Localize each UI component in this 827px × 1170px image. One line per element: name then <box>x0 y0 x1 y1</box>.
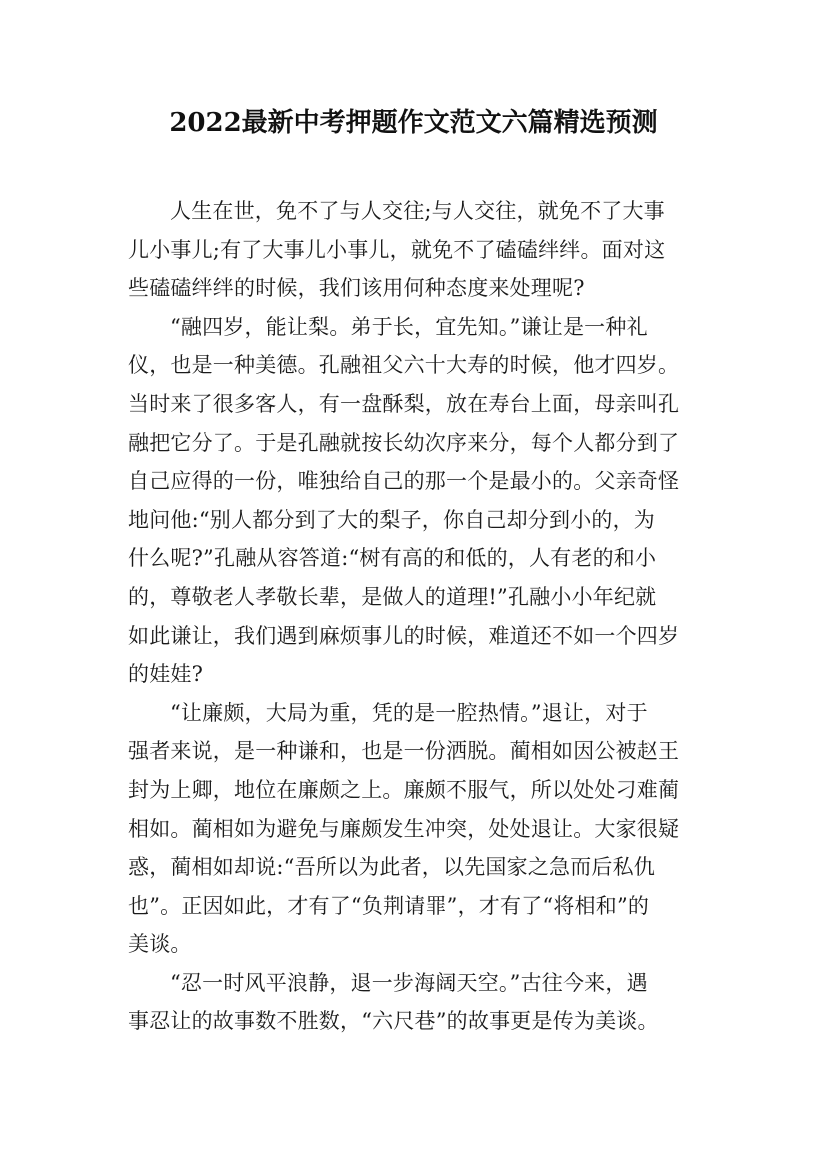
paragraph-line: 强者来说，是一种谦和，也是一份洒脱。蔺相如因公被赵王 <box>128 739 680 764</box>
paragraph-line: 如此谦让，我们遇到麻烦事儿的时候，难道还不如一个四岁 <box>128 623 680 648</box>
paragraph-first-line: 人生在世，免不了与人交往;与人交往，就免不了大事 <box>170 199 665 223</box>
paragraph-line: 封为上卿，地位在廉颇之上。廉颇不服气，所以处处刁难蔺 <box>128 777 680 802</box>
document-title: 2022最新中考押题作文范文六篇精选预测 <box>169 108 658 138</box>
paragraph-line: 当时来了很多客人，有一盘酥梨，放在寿台上面，母亲叫孔 <box>128 391 680 416</box>
paragraph-line: 地问他:“别人都分到了大的梨子，你自己却分到小的，为 <box>128 507 656 532</box>
paragraph-line: 惑，蔺相如却说:“吾所以为此者，以先国家之急而后私仇 <box>128 855 656 880</box>
paragraph-line: 儿小事儿;有了大事儿小事儿，就免不了磕磕绊绊。面对这 <box>128 237 666 262</box>
paragraph-line: 融把它分了。于是孔融就按长幼次序来分，每个人都分到了 <box>128 430 680 455</box>
paragraph-line: 什么呢?”孔融从容答道:“树有高的和低的，人有老的和小 <box>128 546 657 571</box>
paragraph-line: 的娃娃? <box>128 662 204 687</box>
paragraph-line: 些磕磕绊绊的时候，我们该用何种态度来处理呢? <box>128 276 585 301</box>
document-body <box>128 192 708 1041</box>
paragraph-first-line: “融四岁，能让梨。弟于长，宜先知。”谦让是一种礼 <box>170 314 648 339</box>
paragraph-first-line: “忍一时风平浪静，退一步海阔天空。”古往今来，遇 <box>170 970 648 995</box>
paragraph-line: 仪，也是一种美德。孔融祖父六十大寿的时候，他才四岁。 <box>128 353 680 378</box>
paragraph-line: 也”。正因如此，才有了“负荆请罪”，才有了“将相和”的 <box>128 893 650 918</box>
paragraph-line: 的，尊敬老人孝敬长辈，是做人的道理!”孔融小小年纪就 <box>128 584 657 609</box>
paragraph-line: 相如。蔺相如为避免与廉颇发生冲突，处处退让。大家很疑 <box>128 816 680 841</box>
paragraph-line: 美谈。 <box>128 932 192 957</box>
paragraph-line: 自己应得的一份，唯独给自己的那一个是最小的。父亲奇怪 <box>128 469 680 494</box>
paragraph-first-line: “让廉颇，大局为重，凭的是一腔热情。”退让，对于 <box>170 700 648 725</box>
paragraph-line: 事忍让的故事数不胜数，“六尺巷”的故事更是传为美谈。 <box>128 1009 659 1034</box>
